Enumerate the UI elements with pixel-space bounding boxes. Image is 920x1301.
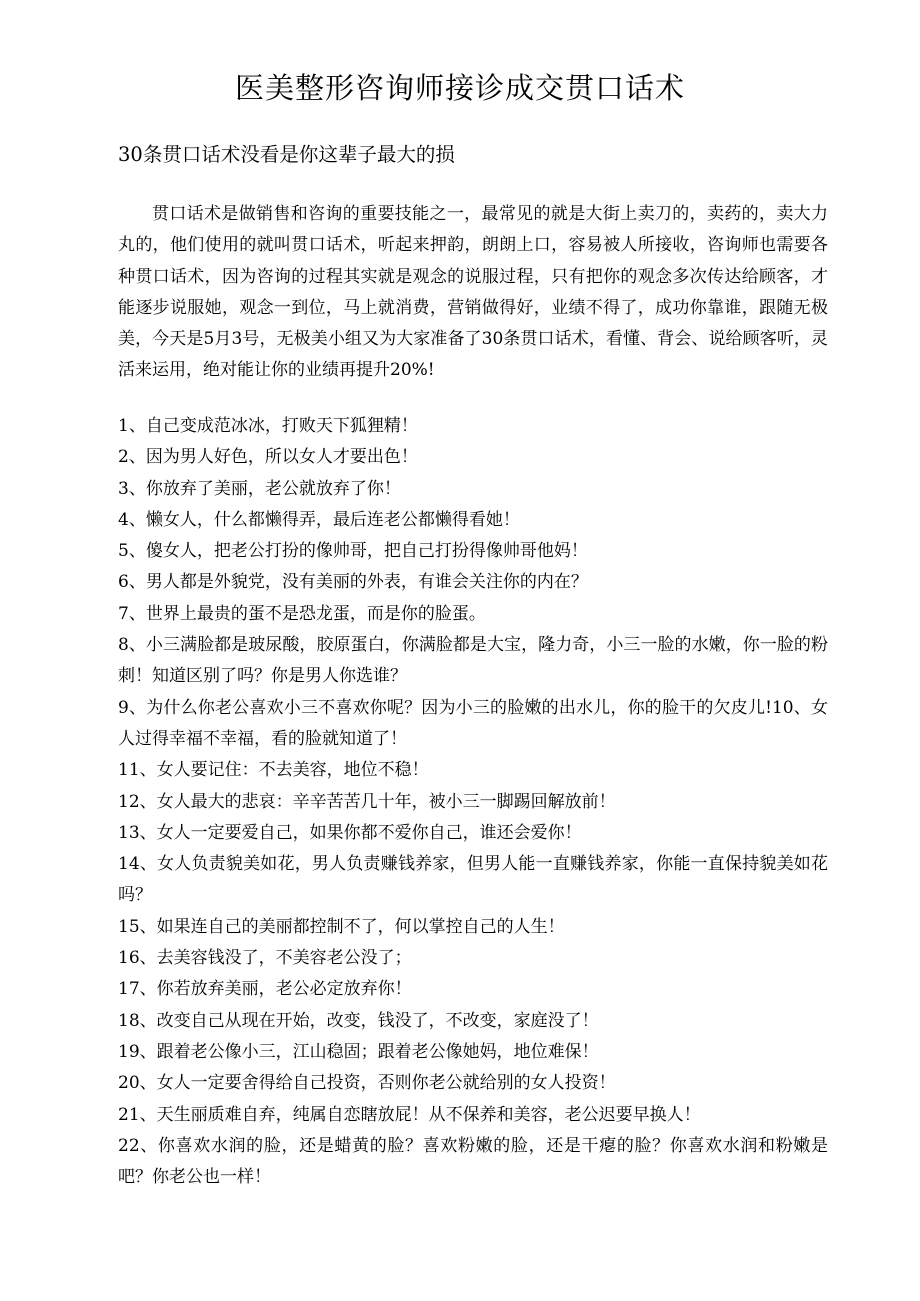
list-item: 14、女人负责貌美如花，男人负责赚钱养家，但男人能一直赚钱养家，你能一直保持貌美如花吗？: [118, 854, 828, 906]
list-item: 5、傻女人，把老公打扮的像帅哥，把自己打扮得像帅哥他妈！: [118, 541, 588, 562]
list-item: 21、天生丽质难自弃，纯属自恋瞎放屁！从不保养和美容，老公迟要早换人！: [118, 1104, 701, 1125]
list-item: 13、女人一定要爱自己，如果你都不爱你自己，谁还会爱你！: [118, 822, 582, 843]
script-list: [118, 411, 828, 1193]
list-item: 2、因为男人好色，所以女人才要出色！: [118, 447, 418, 468]
intro-paragraph: 贯口话术是做销售和咨询的重要技能之一，最常见的就是大街上卖刀的，卖药的，卖大力丸的，他们使用的就叫贯口话术，听起来押韵，朗朗上口，容易被人所接收，咨询师也需要各种贯口话术，因为咨询的过程其实就是观念的说服过程，只有把你的观念多次传达给顾客，才能逐步说服她，观念一到位，马上就消费，营销做得好，业绩不得了，成功你靠谁，跟随无极美，今天是5月3号，无极美小组又为大家准备了30条贯口话术，看懂、背会、说给顾客听，灵活来运用，绝对能让你的业绩再提升20%!: [118, 204, 828, 381]
list-item: 8、小三满脸都是玻尿酸，胶原蛋白，你满脸都是大宝，隆力奇，小三一脸的水嫩，你一脸的粉刺！知道区别了吗？你是男人你选谁？: [118, 635, 828, 687]
list-item: 1、自己变成范冰冰，打败天下狐狸精！: [118, 416, 418, 436]
list-item: 22、你喜欢水润的脸，还是蜡黄的脸？喜欢粉嫩的脸，还是干瘪的脸？你喜欢水润和粉嫩是吧？你老公也一样！: [118, 1135, 828, 1188]
list-item: 18、改变自己从现在开始，改变，钱没了，不改变，家庭没了！: [118, 1010, 599, 1031]
list-item: 20、女人一定要舍得给自己投资，否则你老公就给别的女人投资！: [118, 1073, 616, 1094]
document-subtitle: 30条贯口话术没看是你这辈子最大的损: [118, 143, 455, 166]
list-item: 19、跟着老公像小三，江山稳固；跟着老公像她妈，地位难保！: [118, 1041, 599, 1062]
list-item: 3、你放弃了美丽，老公就放弃了你！: [118, 478, 401, 499]
list-item: 12、女人最大的悲哀：辛辛苦苦几十年，被小三一脚踢回解放前！: [118, 791, 616, 812]
list-item: 17、你若放弃美丽，老公必定放弃你！: [118, 979, 412, 1000]
list-item: 7、世界上最贵的蛋不是恐龙蛋，而是你的脸蛋。: [118, 603, 486, 624]
list-item: 9、为什么你老公喜欢小三不喜欢你呢？因为小三的脸嫩的出水儿，你的脸干的欠皮儿!10、女人过得幸福不幸福，看的脸就知道了！: [118, 697, 828, 749]
document-title: 医美整形咨询师接诊成交贯口话术: [234, 71, 685, 105]
list-item: 15、如果连自己的美丽都控制不了，何以掌控自己的人生！: [118, 916, 565, 937]
list-item: 4、懒女人，什么都懒得弄，最后连老公都懒得看她！: [118, 509, 520, 530]
list-item: 11、女人要记住：不去美容，地位不稳！: [118, 760, 429, 781]
list-item: 16、去美容钱没了，不美容老公没了；: [118, 948, 412, 969]
list-item: 6、男人都是外貌党，没有美丽的外表，有谁会关注你的内在？: [118, 572, 588, 593]
